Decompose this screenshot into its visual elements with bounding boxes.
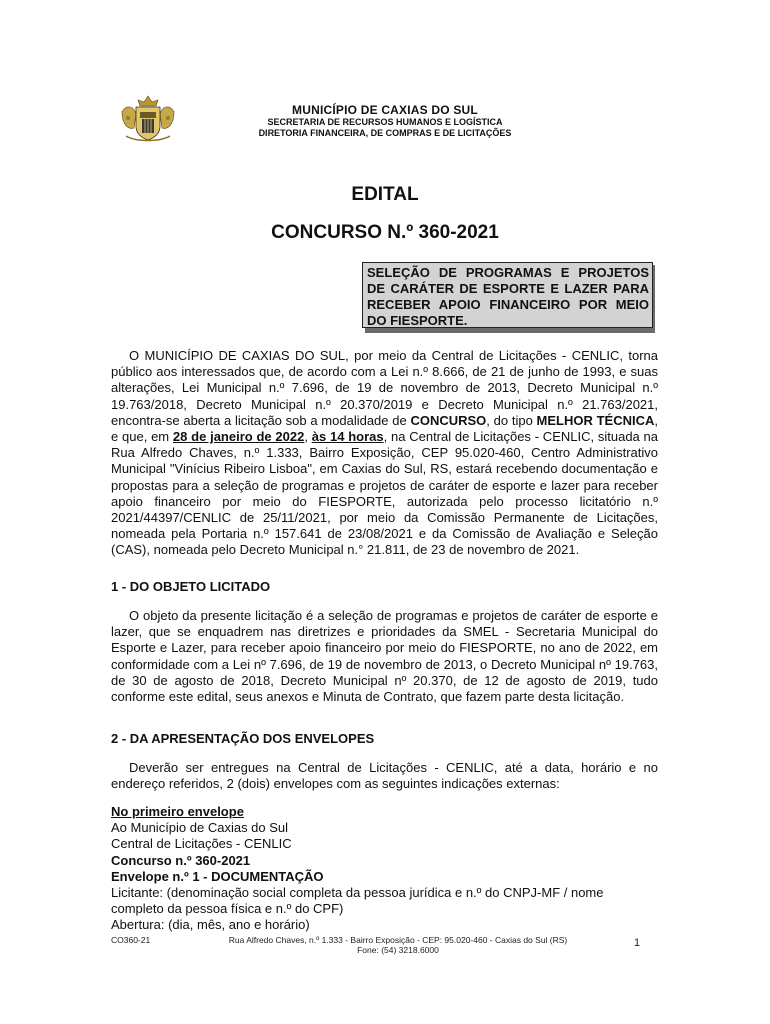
intro-text: , e que, em	[111, 412, 658, 445]
footer-address: Rua Alfredo Chaves, n.º 1.333 - Bairro Exposição - CEP: 95.020-460 - Caxias do Sul (RS)	[228, 935, 568, 945]
section-paragraph: O objeto da presente licitação é a seleção de programas e projetos de caráter de esporte e lazer, que se enquadrem nas diretrizes e prioridades da SMEL - Secretaria Municipal do Esporte e Lazer, para receber apoio financeiro por meio do FIESPORTE, no ano de 2022, em conformidade com a Lei nº 7.696, de 19 de novembro de 2013, o Decreto Municipal nº 19.763, de 30 de agosto de 2018, Decreto Municipal nº 20.370, de 12 de agosto de 2019, tudo conforme este edital, seus anexos e Minuta de Contrato, que fazem parte desta licitação.	[111, 608, 658, 705]
municipality-name: MUNICÍPIO DE CAXIAS DO SUL	[292, 103, 478, 117]
opening-date: 28 de janeiro de 2022	[172, 429, 305, 445]
envelope-line: Licitante: (denominação social completa da pessoa jurídica e n.º do CNPJ-MF / nome completo da pessoa física e n.º do CPF)	[111, 885, 604, 917]
section-paragraph: Deverão ser entregues na Central de Licitações - CENLIC, até a data, horário e no endereço referidos, 2 (dois) envelopes com as seguintes indicações externas:	[111, 760, 658, 792]
envelope-line: Abertura: (dia, mês, ano e horário)	[111, 917, 310, 933]
document-code: CO360-21	[111, 935, 151, 945]
coat-of-arms-icon	[118, 94, 178, 144]
envelope-line: Ao Município de Caxias do Sul	[111, 820, 289, 836]
document-header	[200, 103, 570, 139]
page-number: 1	[634, 937, 641, 949]
section-heading: 1 - DO OBJETO LICITADO	[111, 579, 271, 594]
intro-paragraph	[111, 348, 658, 559]
contest-number: CONCURSO N.º 360-2021	[271, 222, 499, 243]
intro-text: , do tipo	[486, 412, 537, 428]
intro-text: ,	[304, 429, 312, 445]
envelope-line: Central de Licitações - CENLIC	[111, 836, 292, 852]
intro-text: , na Central de Licitações - CENLIC, situada na Rua Alfredo Chaves, n.º 1.333, Bairro Exposição, CEP 95.020-460, Centro Administrativo Municipal "Vinícius Ribeiro Lisboa", em Caxias do Sul, RS, estará recebendo documentação e propostas para a seleção de programas e projetos de caráter de esporte e lazer para receber apoio financeiro por meio do FIESPORTE, autorizada pelo processo licitatório n.º 2021/44397/CENLIC de 25/11/2021, por meio da Comissão Permanente de Licitações, nomeada pela Portaria n.º 157.641 de 23/08/2021 e da Comissão de Avaliação e Seleção (CAS), nomeada pelo Decreto Municipal n.° 21.811, de 23 de novembro de 2021.	[111, 429, 659, 558]
secretariat-name: SECRETARIA DE RECURSOS HUMANOS E LOGÍSTICA	[267, 117, 503, 127]
object-summary-text: SELEÇÃO DE PROGRAMAS E PROJETOS DE CARÁTER DE ESPORTE E LAZER PARA RECEBER APOIO FINANCEIRO POR MEIO DO FIESPORTE.	[362, 262, 653, 328]
object-summary-box	[362, 262, 652, 332]
document-title: EDITAL	[351, 184, 419, 205]
envelope-heading: No primeiro envelope	[111, 804, 244, 819]
footer-address-block	[183, 935, 613, 955]
envelope-line: Concurso n.º 360-2021	[111, 852, 251, 868]
directorate-name: DIRETORIA FINANCEIRA, DE COMPRAS E DE LICITAÇÕES	[258, 128, 512, 138]
footer-phone: Fone: (54) 3218.6000	[357, 945, 439, 955]
opening-time: às 14 horas	[311, 429, 384, 445]
modality: CONCURSO	[410, 412, 487, 428]
envelope-line: Envelope n.º 1 - DOCUMENTAÇÃO	[111, 868, 324, 884]
envelope-block	[111, 804, 658, 934]
type: MELHOR TÉCNICA	[536, 412, 655, 428]
intro-text: O MUNICÍPIO DE CAXIAS DO SUL, por meio da Central de Licitações - CENLIC, torna público aos interessados que, de acordo com a Lei n.º 8.666, de 21 de junho de 1993, e suas alterações, Lei Municipal n.º 7.696, de 19 de novembro de 2013, Decreto Municipal n.º 19.763/2018, Decreto Municipal n.º 20.370/2019 e Decreto Municipal n.º 21.763/2021, encontra-se aberta a licitação sob a modalidade de	[111, 348, 658, 428]
section-heading: 2 - DA APRESENTAÇÃO DOS ENVELOPES	[111, 731, 375, 746]
